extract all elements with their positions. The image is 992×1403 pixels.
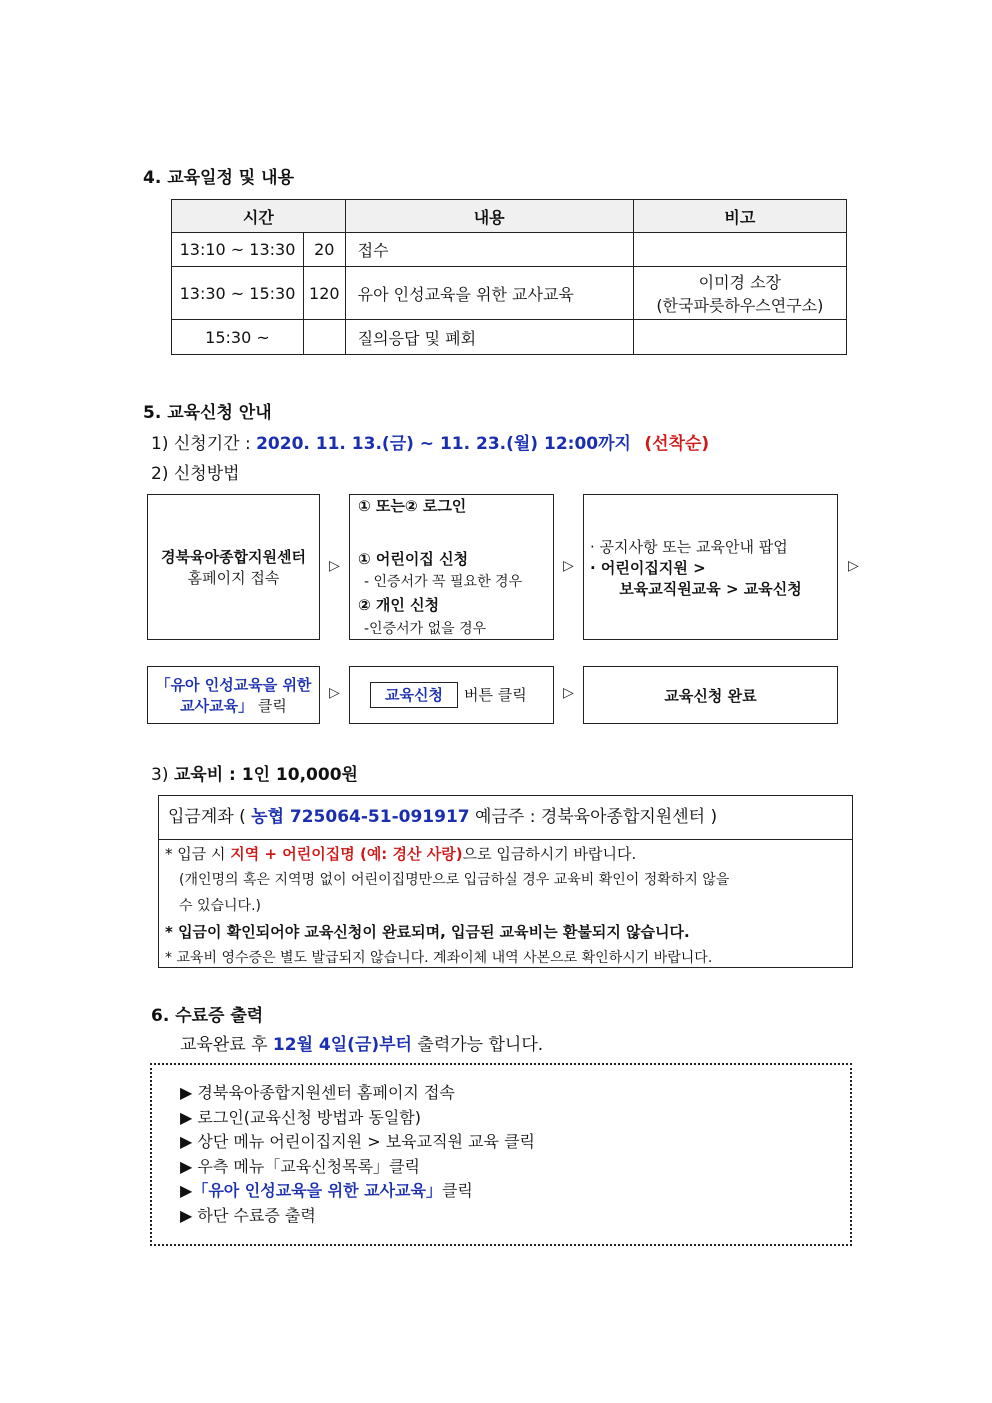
note-deposit-c: 으로 입금하시기 바랍니다.: [462, 845, 637, 863]
section6-title: 6. 수료증 출력: [151, 1006, 264, 1026]
header-note: 비고: [633, 200, 846, 233]
certificate-steps-box: [150, 1063, 852, 1246]
account-holder: 예금주 : 경북육아종합지원센터 ): [475, 807, 718, 827]
minutes-cell: 120: [303, 267, 345, 320]
note-receipt: * 교육비 영수증은 별도 발급되지 않습니다. 계좌이체 내역 사본으로 확인하시기 바랍니다.: [165, 950, 713, 966]
account-notes: [165, 841, 729, 971]
note-deposit-a: * 입금 시: [165, 845, 226, 863]
header-content: 내용: [345, 200, 633, 233]
method-label: 2) 신청방법: [151, 464, 240, 484]
list-item: [180, 1179, 535, 1204]
bullet-icon: ▶: [180, 1132, 193, 1151]
apply-button[interactable]: 교육신청: [370, 682, 458, 708]
schedule-table: [171, 199, 847, 355]
note-deposit: [165, 841, 729, 867]
note-deposit-b: 지역 + 어린이집명 (예: 경산 사랑): [230, 845, 463, 863]
note-cell: [633, 233, 846, 267]
flow-box-homepage-line2: 홈페이지 접속: [187, 569, 280, 587]
account-row: [159, 796, 852, 840]
center-apply: ① 어린이집 신청: [358, 550, 469, 568]
certificate-steps: [180, 1081, 535, 1228]
list-item: [180, 1130, 535, 1155]
step-text: 우측 메뉴「교육신청목록」클릭: [197, 1156, 420, 1176]
list-item: [180, 1106, 535, 1131]
step-text: 로그인(교육신청 방법과 동일함): [197, 1107, 421, 1127]
course-click: 클릭: [257, 697, 287, 715]
course-line2: [180, 695, 287, 716]
table-row: [172, 233, 847, 267]
flow-box-homepage-line1: 경북육아종합지원센터: [161, 548, 306, 566]
personal-apply: ② 개인 신청: [358, 596, 440, 614]
bullet-icon: ▶: [180, 1083, 193, 1102]
note-cell: [633, 267, 846, 320]
table-header-row: [172, 200, 847, 233]
flow-box-apply-button: [349, 666, 554, 724]
menu-line3: 보육교직원교육 > 교육신청: [619, 579, 802, 598]
step-text: 하단 수료증 출력: [197, 1205, 316, 1225]
list-item: [180, 1081, 535, 1106]
period-value: 2020. 11. 13.(금) ~ 11. 23.(월) 12:00까지: [256, 434, 631, 454]
note-line1: 이미경 소장: [698, 273, 782, 292]
flow-arrow-icon: ▷: [848, 558, 859, 574]
login-step: ① 또는② 로그인: [358, 497, 467, 515]
table-row: [172, 320, 847, 355]
flow-box-done: 교육신청 완료: [583, 666, 838, 724]
period-label: 1) 신청기간 :: [151, 434, 251, 454]
section5-title: 5. 교육신청 안내: [143, 403, 272, 423]
bullet-icon: ▶: [180, 1181, 193, 1200]
flow-box-course: [147, 666, 320, 724]
period-line: [151, 429, 709, 454]
note-cell: [633, 320, 846, 355]
bullet-icon: ▶: [180, 1107, 193, 1127]
period-note: (선착순): [644, 434, 710, 454]
flow-box-menu: [583, 494, 838, 640]
time-cell: 13:10 ~ 13:30: [172, 233, 304, 267]
bullet-icon: ▶: [180, 1156, 193, 1176]
apply-button-suffix: 버튼 클릭: [464, 686, 527, 704]
bullet-icon: ▶: [180, 1205, 193, 1225]
header-time: 시간: [172, 200, 346, 233]
flow-box-login: [349, 494, 554, 640]
step-text-course: 「유아 인성교육을 위한 교사교육」: [192, 1181, 442, 1200]
note-deposit-detail: (개인명의 혹은 지역명 없이 어린이집명만으로 입금하실 경우 교육비 확인이 정확하지 않을: [179, 872, 730, 888]
table-row: [172, 267, 847, 320]
account-box: [158, 795, 853, 968]
flow-arrow-icon: ▷: [563, 558, 574, 574]
flow-arrow-icon: ▷: [563, 685, 574, 701]
account-prefix: 입금계좌 (: [168, 807, 246, 827]
list-item: [180, 1155, 535, 1180]
flow-box-homepage: [147, 494, 320, 640]
account-number: 농협 725064-51-091917: [251, 807, 470, 827]
certificate-intro: [180, 1030, 543, 1055]
content-cell: 질의응답 및 폐회: [345, 320, 633, 355]
intro-b: 12월 4일(금)부터: [272, 1035, 412, 1055]
content-cell: 접수: [345, 233, 633, 267]
personal-apply-note: -인증서가 없을 경우: [364, 621, 487, 637]
minutes-cell: [303, 320, 345, 355]
section4-title: 4. 교육일정 및 내용: [143, 168, 294, 188]
list-item: [180, 1204, 535, 1229]
note-refund: * 입금이 확인되어야 교육신청이 완료되며, 입금된 교육비는 환불되지 않습니다.: [165, 923, 690, 941]
intro-c: 출력가능 합니다.: [417, 1035, 544, 1055]
course-name: 교사교육」: [180, 697, 254, 715]
step-text: 경북육아종합지원센터 홈페이지 접속: [197, 1083, 455, 1102]
intro-a: 교육완료 후: [180, 1035, 268, 1055]
course-line1: 「유아 인성교육을 위한: [155, 676, 312, 694]
fee-value: 교육비 : 1인 10,000원: [173, 765, 358, 785]
step-text: 상단 메뉴 어린이집지원 > 보육교직원 교육 클릭: [197, 1132, 535, 1151]
minutes-cell: 20: [303, 233, 345, 267]
note-deposit-detail2: 수 있습니다.): [179, 898, 261, 914]
fee-label: 3): [151, 765, 169, 785]
content-cell: 유아 인성교육을 위한 교사교육: [345, 267, 633, 320]
time-cell: 15:30 ~: [172, 320, 304, 355]
time-cell: 13:30 ~ 15:30: [172, 267, 304, 320]
step-text-click: 클릭: [441, 1181, 473, 1200]
fee-line: [151, 760, 358, 785]
center-apply-note: - 인증서가 꼭 필요한 경우: [364, 574, 523, 590]
flow-arrow-icon: ▷: [329, 558, 340, 574]
menu-line2: · 어린이집지원 >: [590, 558, 706, 577]
menu-line1: · 공지사항 또는 교육안내 팝업: [590, 537, 788, 556]
flow-arrow-icon: ▷: [329, 685, 340, 701]
note-line2: (한국파릇하우스연구소): [656, 296, 824, 315]
